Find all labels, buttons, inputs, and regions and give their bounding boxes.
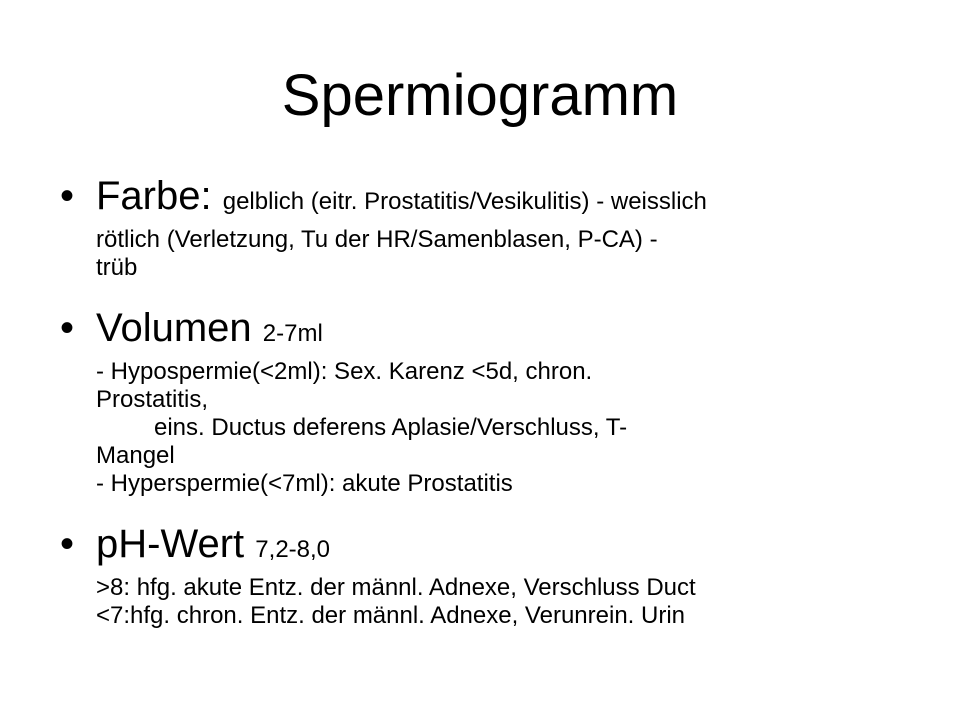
bullet-heading bbox=[96, 520, 920, 574]
bullet-line: <7:hfg. chron. Entz. der männl. Adnexe, Verunrein. Urin bbox=[96, 602, 686, 629]
bullet-heading bbox=[96, 304, 920, 358]
bullet-dot-icon: • bbox=[60, 306, 75, 350]
bullet-heading-detail: gelblich (eitr. Prostatitis/Vesikulitis) - weisslich bbox=[222, 188, 707, 215]
bullet-heading-label: pH-Wert bbox=[96, 522, 245, 566]
bullet-dot-icon: • bbox=[60, 522, 75, 566]
bullet-line: >8: hfg. akute Entz. der männl. Adnexe, Verschluss Duct bbox=[96, 574, 696, 601]
bullet-farbe bbox=[60, 172, 920, 282]
bullet-line: rötlich (Verletzung, Tu der HR/Samenblasen, P-CA) - bbox=[96, 226, 658, 253]
bullet-line: trüb bbox=[96, 254, 138, 281]
bullet-heading-detail: 2-7ml bbox=[262, 320, 323, 347]
bullet-heading bbox=[96, 172, 920, 226]
bullet-line: Prostatitis, bbox=[96, 386, 209, 413]
bullet-line: - Hyperspermie(<7ml): akute Prostatitis bbox=[96, 470, 513, 497]
bullet-ph-wert bbox=[60, 520, 920, 630]
bullet-dot-icon: • bbox=[60, 174, 75, 218]
bullet-heading-label: Farbe: bbox=[96, 174, 212, 218]
bullet-volumen bbox=[60, 304, 920, 498]
bullet-line: - Hypospermie(<2ml): Sex. Karenz <5d, chron. bbox=[96, 358, 593, 385]
bullet-line: eins. Ductus deferens Aplasie/Verschluss, T- bbox=[154, 414, 628, 441]
bullet-heading-label: Volumen bbox=[96, 306, 252, 350]
slide-title: Spermiogramm bbox=[281, 63, 679, 128]
bullet-list bbox=[60, 172, 920, 652]
bullet-line: Mangel bbox=[96, 442, 175, 469]
bullet-heading-detail: 7,2-8,0 bbox=[255, 536, 331, 563]
